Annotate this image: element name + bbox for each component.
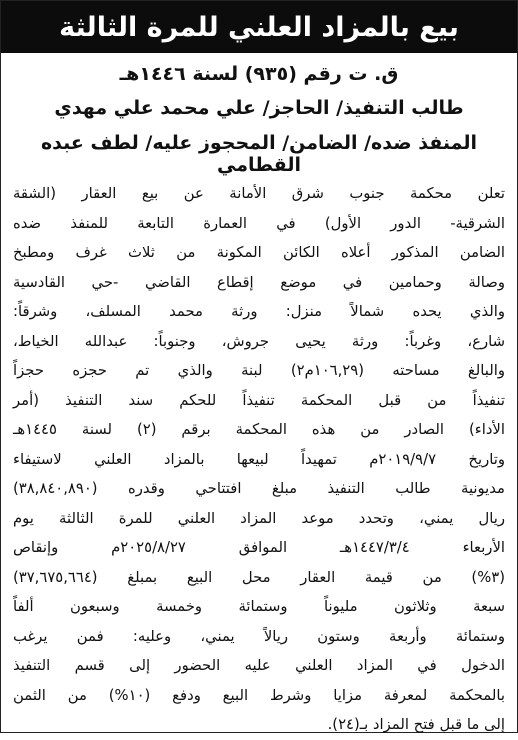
applicant-line: طالب التنفيذ/ الحاجز/ علي محمد علي مهدي bbox=[54, 97, 464, 119]
body-line: وستمائة وأربعة وستون ريالاً يمني، وعليه: فمن يرغب bbox=[13, 627, 505, 645]
body-line: الأداء) الصادر من هذه المحكمة برقم (٢) لسنة ١٤٤٥هـ bbox=[13, 421, 505, 438]
body-line: والذي يحده شمالاً منزل: ورثة محمد المسلف، وشرقاً: bbox=[13, 303, 505, 320]
body-line: ريال يمني، وتحدد موعد المزاد العلني للمرة الثالثة يوم bbox=[13, 509, 505, 527]
case-reference: ق. ت رقم (٩٣٥) لسنة ١٤٤٦هـ bbox=[119, 63, 399, 85]
body-line: (٣%) من قيمة العقار محل البيع بمبلغ (٣٧,٦٧٥,٦٦٤) bbox=[13, 568, 505, 586]
notice-body bbox=[13, 179, 505, 740]
body-line: تنفيذاً من قبل المحكمة تنفيذاً للحكم سند التنفيذ (أمر bbox=[13, 391, 505, 409]
body-line: سبعة وثلاثون مليوناً وستمائة وخمسة وسبعون ألفاً bbox=[13, 598, 505, 615]
body-line: الضامن المذكور أعلاه الكائن المكونة من ثلاث غرف ومطبخ bbox=[13, 244, 505, 261]
body-line: شارع، وغرباً: ورثة يحيى جروش، وجنوباً: عبدالله الخياط، bbox=[13, 332, 505, 350]
body-line: وصالة وحمامين في موضع إقطاع القاضي -حي القادسية bbox=[13, 273, 505, 291]
body-line: تعلن محكمة جنوب شرق الأمانة عن بيع العقار (الشقة bbox=[13, 185, 505, 202]
body-line: بالمحكمة لمعرفة مزايا وشرط البيع ودفع (١٠%) من الثمن bbox=[13, 686, 505, 704]
respondent-line: المنفذ ضده/ الضامن/ المحجوز عليه/ لطف عبده القطامي bbox=[40, 132, 478, 176]
body-line: الشرقية- الدور الأول) في العمارة التابعة للمنفذ ضده bbox=[13, 214, 505, 232]
body-line: وتاريخ ٢٠١٩/٩/٧م تمهيداً لبيعها بالمزاد العلني لاستيفاء bbox=[13, 450, 505, 468]
body-line: الأربعاء ١٤٤٧/٣/٤هـ الموافق ٢٠٢٥/٨/٢٧م وإنقاص bbox=[13, 539, 506, 556]
notice-title: بيع بالمزاد العلني للمرة الثالثة bbox=[1, 1, 517, 53]
body-line: الدخول في المزاد العلني عليه الحضور إلى قسم التنفيذ bbox=[13, 657, 505, 674]
body-line: والبالغ مساحته (١٠٦,٢٩م٢) لبنة والذي تم حجزه حجزاً bbox=[13, 362, 505, 379]
body-line: مديونية طالب التنفيذ مبلغ افتتاحي وقدره (٣٨,٨٤٠,٨٩٠) bbox=[13, 480, 505, 497]
body-line: إلى ما قبل فتح المزاد بـ(٢٤). bbox=[327, 716, 505, 733]
